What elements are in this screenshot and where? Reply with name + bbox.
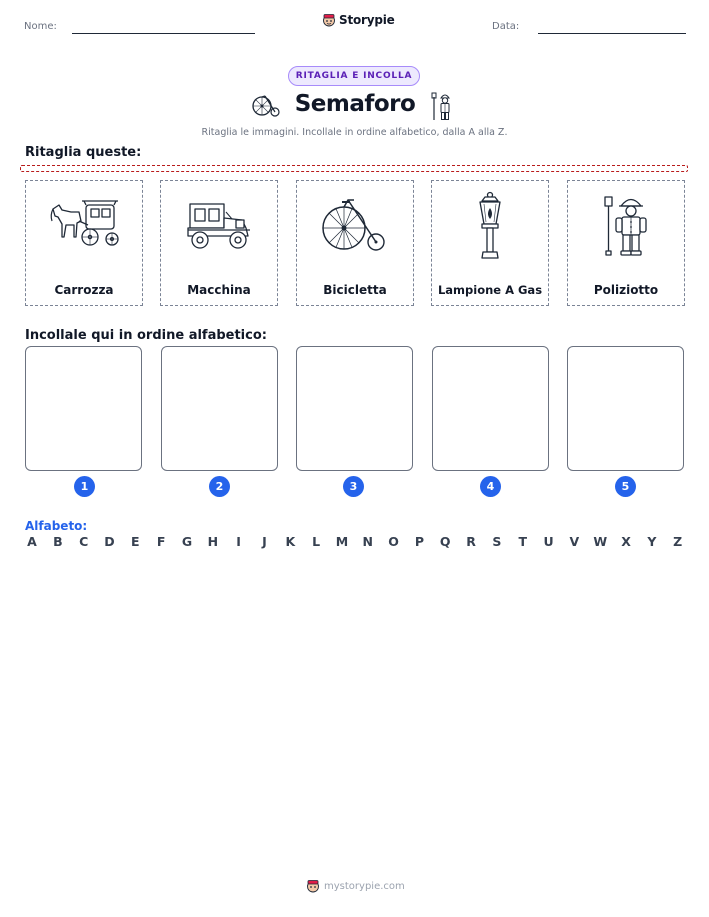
alphabet-letter: X xyxy=(621,534,631,549)
alphabet-letter: O xyxy=(388,534,399,549)
slot-number-1: 1 xyxy=(74,476,95,497)
instructions: Ritaglia le immagini. Incollale in ordine alfabetico, dalla A alla Z. xyxy=(201,127,508,138)
cut-line xyxy=(20,165,688,172)
penny-farthing-icon xyxy=(320,194,390,256)
policeman-small-icon xyxy=(430,91,454,121)
alphabet-letter: W xyxy=(593,534,608,549)
card-label: Bicicletta xyxy=(323,283,387,297)
slot-number-2: 2 xyxy=(209,476,230,497)
slot-number-5: 5 xyxy=(615,476,636,497)
paste-slot-2[interactable] xyxy=(161,346,278,471)
name-line xyxy=(72,33,255,34)
gas-lamp-icon xyxy=(470,190,510,260)
card-label: Lampione A Gas xyxy=(437,283,543,297)
card-label: Carrozza xyxy=(54,283,114,297)
policeman-icon xyxy=(601,193,651,257)
vintage-car-icon xyxy=(184,198,254,252)
alphabet-letter: C xyxy=(79,534,89,549)
cut-card-lampione-a-gas[interactable] xyxy=(431,180,549,306)
activity-badge: RITAGLIA E INCOLLA xyxy=(288,66,420,86)
paste-slot-4[interactable] xyxy=(432,346,549,471)
alphabet-row xyxy=(25,534,685,550)
storypie-mascot-icon xyxy=(322,13,336,27)
alphabet-letter: U xyxy=(543,534,554,549)
brand-logo xyxy=(322,13,395,27)
paste-slot-3[interactable] xyxy=(296,346,413,471)
cut-card-carrozza[interactable] xyxy=(25,180,143,306)
alphabet-letter: I xyxy=(236,534,241,549)
storypie-mascot-icon xyxy=(306,879,320,893)
alphabet-letter: L xyxy=(312,534,321,549)
card-label: Poliziotto xyxy=(593,283,659,297)
alphabet-letter: Y xyxy=(647,534,657,549)
cut-heading: Ritaglia queste: xyxy=(25,145,142,160)
alphabet-heading: Alfabeto: xyxy=(25,519,88,533)
alphabet-letter: D xyxy=(104,534,115,549)
date-line xyxy=(538,33,686,34)
alphabet-letter: B xyxy=(53,534,63,549)
cut-card-macchina[interactable] xyxy=(160,180,278,306)
page-title: Semaforo xyxy=(294,91,416,117)
alphabet-letter: V xyxy=(569,534,580,549)
paste-heading: Incollale qui in ordine alfabetico: xyxy=(25,328,267,343)
alphabet-letter: A xyxy=(27,534,37,549)
card-label: Macchina xyxy=(187,283,251,297)
footer xyxy=(306,879,405,893)
alphabet-letter: T xyxy=(518,534,527,549)
slot-number-3: 3 xyxy=(343,476,364,497)
penny-farthing-small-icon xyxy=(252,93,280,119)
alphabet-letter: R xyxy=(466,534,476,549)
alphabet-letter: S xyxy=(492,534,502,549)
horse-carriage-icon xyxy=(46,199,122,251)
alphabet-letter: H xyxy=(207,534,219,549)
footer-url: mystorypie.com xyxy=(324,880,405,892)
alphabet-letter: M xyxy=(335,534,349,549)
date-label: Data: xyxy=(492,21,520,32)
alphabet-letter: P xyxy=(414,534,424,549)
brand-name: Storypie xyxy=(339,13,395,27)
alphabet-letter: F xyxy=(156,534,166,549)
alphabet-letter: E xyxy=(131,534,140,549)
alphabet-letter: N xyxy=(362,534,373,549)
alphabet-letter: Q xyxy=(439,534,451,549)
slot-number-4: 4 xyxy=(480,476,501,497)
cut-card-poliziotto[interactable] xyxy=(567,180,685,306)
alphabet-letter: G xyxy=(181,534,193,549)
alphabet-letter: J xyxy=(262,534,267,549)
paste-slot-1[interactable] xyxy=(25,346,142,471)
paste-slot-5[interactable] xyxy=(567,346,684,471)
alphabet-letter: K xyxy=(285,534,296,549)
alphabet-letter: Z xyxy=(673,534,683,549)
name-label: Nome: xyxy=(24,21,57,32)
cut-card-bicicletta[interactable] xyxy=(296,180,414,306)
